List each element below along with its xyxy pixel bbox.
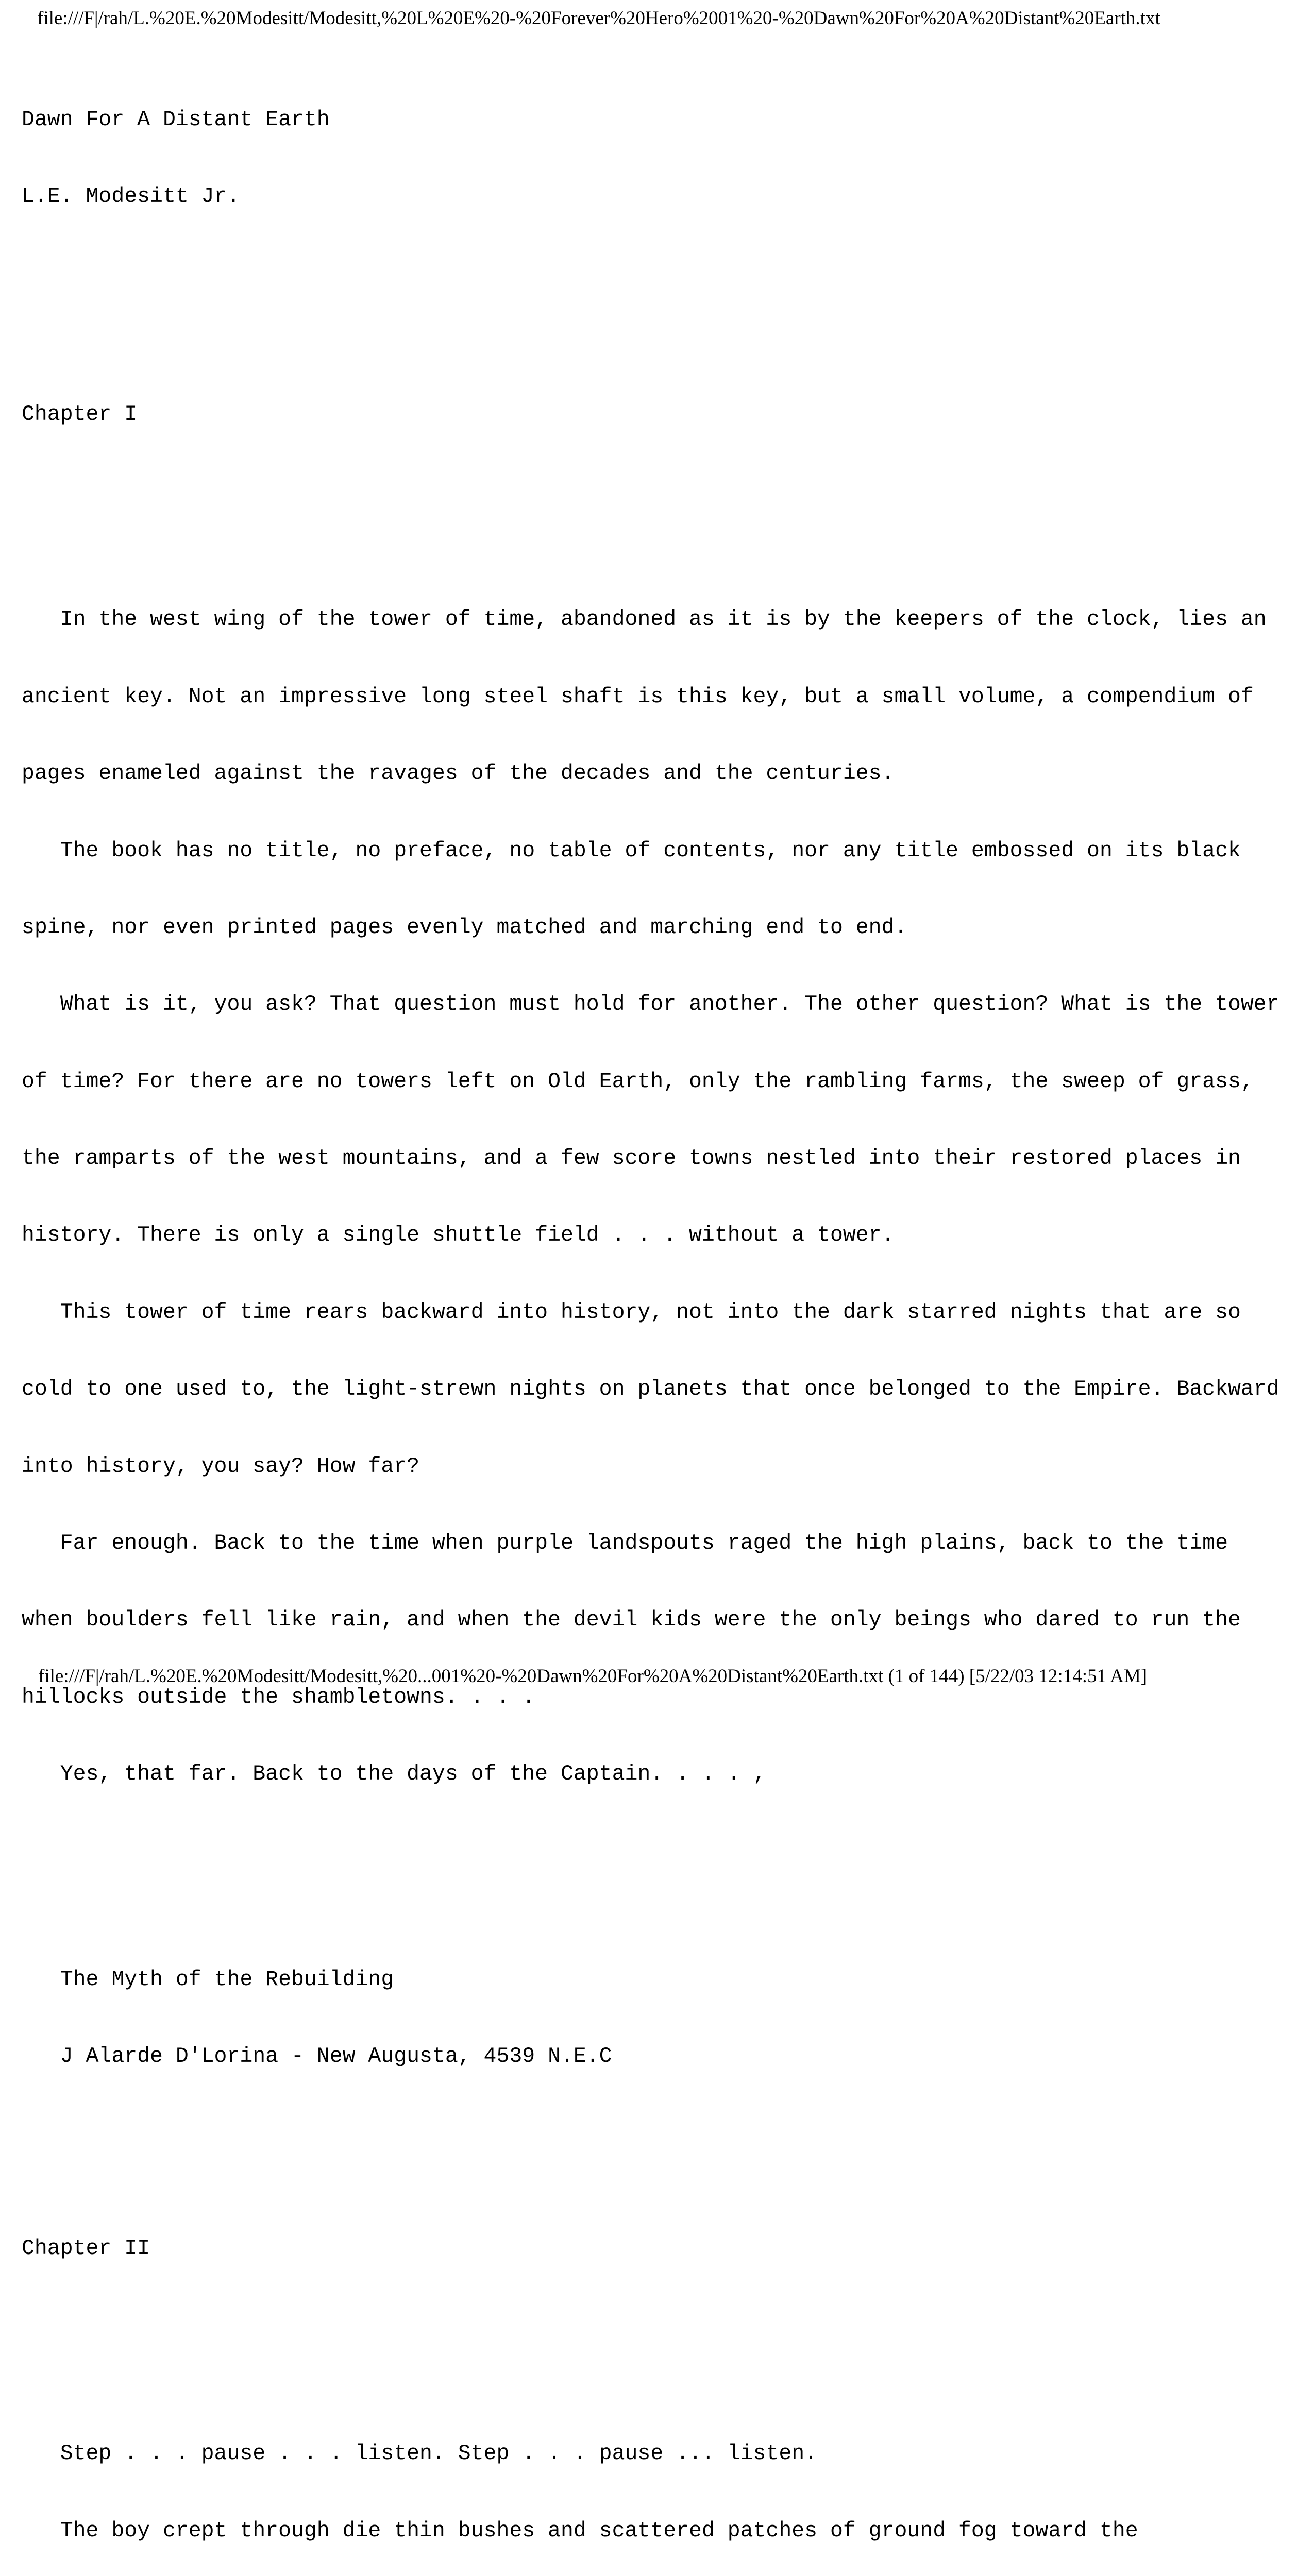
chapter-heading: Chapter II: [22, 2236, 150, 2261]
spacer: [22, 261, 1300, 350]
text-line: Step . . . pause . . . listen. Step . . . pause ... listen.: [22, 2442, 818, 2466]
text-line: when boulders fell like rain, and when the devil kids were the only beings who dared to run the: [22, 1608, 1241, 1633]
text-line: pages enameled against the ravages of the decades and the centuries.: [22, 761, 895, 786]
text-line: spine, nor even printed pages evenly matched and marching end to end.: [22, 915, 907, 940]
book-author: L.E. Modesitt Jr.: [22, 184, 240, 209]
file-info-footer: file:///F|/rah/L.%20E.%20Modesitt/Modesitt,%20...001%20-%20Dawn%20For%20A%20Distant%20Earth.txt (1 of 144) [5/22/03 12:14:51 AM]: [38, 1666, 1148, 1687]
spacer: [22, 2313, 1300, 2338]
text-line: into history, you say? How far?: [22, 1454, 420, 1479]
text-line: In the west wing of the tower of time, abandoned as it is by the keepers of the clock, lies an: [22, 607, 1267, 632]
spacer: [22, 1890, 1300, 1916]
text-line: the ramparts of the west mountains, and a few score towns nestled into their restored places in: [22, 1146, 1241, 1171]
epigraph-author: J Alarde D'Lorina - New Augusta, 4539 N.E.C: [22, 2044, 612, 2069]
spacer: [22, 2121, 1300, 2184]
text-line: ancient key. Not an impressive long steel shaft is this key, but a small volume, a compendium of: [22, 684, 1254, 709]
file-path-header: file:///F|/rah/L.%20E.%20Modesitt/Modesitt,%20L%20E%20-%20Forever%20Hero%2001%20-%20Dawn%20For%20A%20Distant%20Earth.txt: [37, 8, 1160, 29]
text-line: Yes, that far. Back to the days of the Captain. . . . ,: [22, 1762, 766, 1787]
text-line: This tower of time rears backward into history, not into the dark starred nights that are so: [22, 1300, 1241, 1325]
text-line: hillocks outside the shambletowns. . . .: [22, 1685, 535, 1709]
text-line: What is it, you ask? That question must hold for another. The other question? What is the tower: [22, 992, 1279, 1017]
text-line: The boy crept through die thin bushes and scattered patches of ground fog toward the: [22, 2518, 1138, 2543]
chapter-2-text: [22, 2390, 1300, 2576]
spacer: [22, 479, 1300, 504]
chapter-1-text: [22, 556, 1300, 1839]
chapter-heading: Chapter I: [22, 402, 138, 427]
text-line: history. There is only a single shuttle field . . . without a tower.: [22, 1223, 895, 1248]
text-line: of time? For there are no towers left on Old Earth, only the rambling farms, the sweep of grass,: [22, 1069, 1254, 1094]
text-line: Far enough. Back to the time when purple landspouts raged the high plains, back to the time: [22, 1531, 1228, 1556]
text-line: cold to one used to, the light-strewn nights on planets that once belonged to the Empire. Backward: [22, 1377, 1279, 1402]
text-line: The book has no title, no preface, no table of contents, nor any title embossed on its black: [22, 838, 1241, 863]
book-title: Dawn For A Distant Earth: [22, 107, 330, 132]
document-body: [22, 56, 1300, 2576]
epigraph-source: The Myth of the Rebuilding: [22, 1967, 394, 1992]
